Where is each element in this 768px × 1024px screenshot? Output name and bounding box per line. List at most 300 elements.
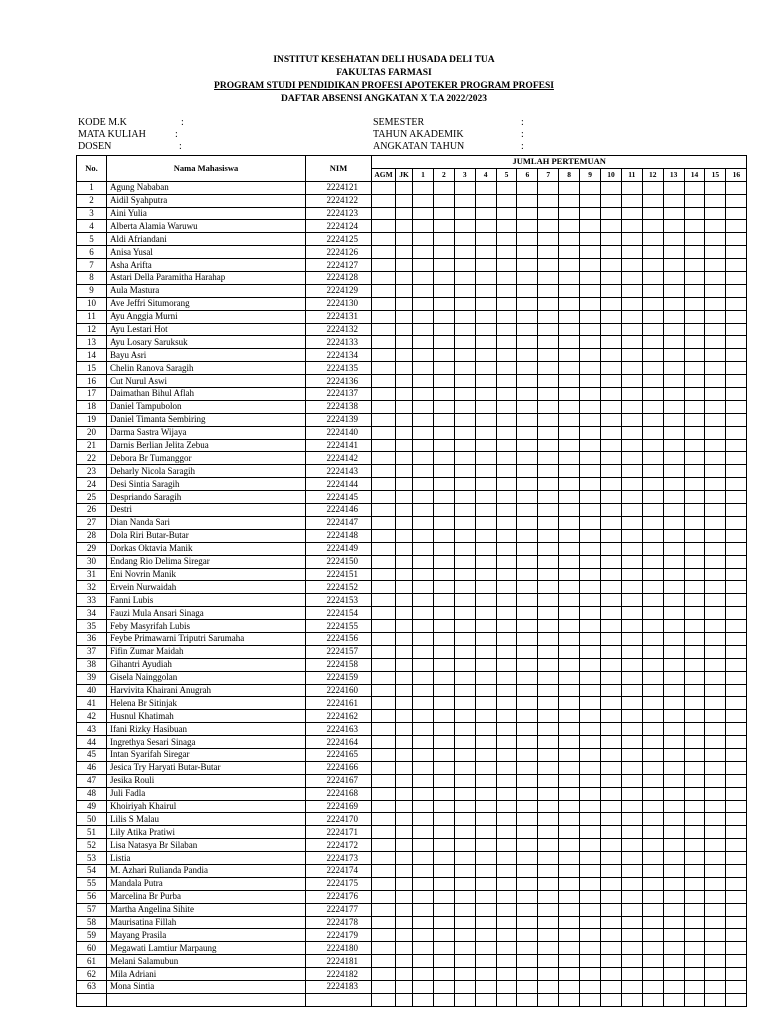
attendance-cell [396, 981, 413, 994]
attendance-cell [372, 181, 396, 194]
attendance-cell [517, 388, 538, 401]
student-name: Harvivita Khairani Anugrah [107, 684, 306, 697]
attendance-cell [517, 864, 538, 877]
attendance-cell [475, 968, 496, 981]
attendance-cell [601, 478, 622, 491]
attendance-cell [726, 375, 747, 388]
attendance-cell [559, 233, 580, 246]
attendance-cell [475, 658, 496, 671]
attendance-cell [517, 581, 538, 594]
attendance-cell [601, 761, 622, 774]
student-nim: 2224161 [306, 697, 372, 710]
attendance-cell [642, 800, 663, 813]
attendance-cell [538, 864, 559, 877]
attendance-cell [663, 465, 684, 478]
attendance-cell [559, 684, 580, 697]
attendance-cell [642, 272, 663, 285]
attendance-cell [496, 465, 517, 478]
attendance-cell [559, 504, 580, 517]
attendance-cell [726, 942, 747, 955]
attendance-cell [396, 942, 413, 955]
attendance-cell [517, 916, 538, 929]
attendance-cell [413, 284, 434, 297]
attendance-cell [559, 632, 580, 645]
attendance-cell [705, 452, 726, 465]
table-row [77, 916, 747, 929]
attendance-cell [601, 388, 622, 401]
attendance-cell [517, 555, 538, 568]
attendance-cell [372, 465, 396, 478]
row-number: 23 [77, 465, 107, 478]
attendance-cell [396, 594, 413, 607]
attendance-cell [475, 813, 496, 826]
attendance-cell [621, 272, 642, 285]
attendance-cell [726, 323, 747, 336]
attendance-cell [538, 297, 559, 310]
attendance-cell [601, 658, 622, 671]
attendance-cell [538, 504, 559, 517]
attendance-cell [726, 839, 747, 852]
attendance-cell [454, 516, 475, 529]
attendance-cell [475, 607, 496, 620]
attendance-cell [559, 903, 580, 916]
attendance-cell [454, 968, 475, 981]
attendance-cell [475, 452, 496, 465]
attendance-cell [517, 375, 538, 388]
attendance-cell [538, 620, 559, 633]
attendance-cell [433, 852, 454, 865]
attendance-cell [621, 864, 642, 877]
attendance-cell [496, 748, 517, 761]
attendance-cell [475, 310, 496, 323]
attendance-cell [580, 710, 601, 723]
attendance-cell [475, 736, 496, 749]
row-number: 18 [77, 400, 107, 413]
student-name: Ayu Losary Saruksuk [107, 336, 306, 349]
table-row [77, 233, 747, 246]
table-row [77, 297, 747, 310]
attendance-cell [684, 413, 705, 426]
attendance-cell [538, 336, 559, 349]
col-header-sub: 10 [601, 168, 622, 181]
row-number: 19 [77, 413, 107, 426]
row-number: 3 [77, 207, 107, 220]
attendance-cell [705, 877, 726, 890]
table-row [77, 993, 747, 1006]
attendance-cell [642, 645, 663, 658]
attendance-cell [580, 813, 601, 826]
row-number: 32 [77, 581, 107, 594]
attendance-cell [621, 826, 642, 839]
attendance-cell [396, 181, 413, 194]
attendance-cell [475, 349, 496, 362]
table-row [77, 684, 747, 697]
table-row [77, 516, 747, 529]
attendance-cell [372, 710, 396, 723]
attendance-cell [454, 207, 475, 220]
table-row [77, 697, 747, 710]
attendance-cell [684, 903, 705, 916]
attendance-cell [601, 426, 622, 439]
attendance-cell [726, 349, 747, 362]
attendance-cell [580, 761, 601, 774]
attendance-cell [559, 607, 580, 620]
attendance-cell [663, 491, 684, 504]
attendance-cell [433, 929, 454, 942]
attendance-cell [396, 400, 413, 413]
attendance-cell [475, 748, 496, 761]
attendance-cell [454, 761, 475, 774]
student-name: Eni Novrin Manik [107, 568, 306, 581]
attendance-cell [642, 594, 663, 607]
attendance-cell [726, 774, 747, 787]
attendance-cell [433, 336, 454, 349]
attendance-cell [396, 839, 413, 852]
row-number: 62 [77, 968, 107, 981]
attendance-cell [413, 181, 434, 194]
attendance-cell [433, 710, 454, 723]
attendance-cell [726, 439, 747, 452]
attendance-cell [705, 529, 726, 542]
row-number: 29 [77, 542, 107, 555]
attendance-cell [601, 181, 622, 194]
attendance-cell [642, 748, 663, 761]
attendance-cell [705, 955, 726, 968]
attendance-cell [726, 284, 747, 297]
attendance-cell [454, 955, 475, 968]
attendance-cell [559, 993, 580, 1006]
attendance-cell [663, 594, 684, 607]
attendance-cell [475, 375, 496, 388]
attendance-cell [413, 632, 434, 645]
student-name: Mandala Putra [107, 877, 306, 890]
attendance-cell [642, 955, 663, 968]
attendance-cell [663, 968, 684, 981]
attendance-cell [475, 955, 496, 968]
meta-label-kode-mk: KODE M.K [78, 117, 127, 128]
attendance-cell [601, 207, 622, 220]
attendance-cell [601, 632, 622, 645]
attendance-cell [705, 710, 726, 723]
student-name: Melani Salamubun [107, 955, 306, 968]
attendance-cell [538, 568, 559, 581]
student-nim: 2224148 [306, 529, 372, 542]
attendance-cell [454, 852, 475, 865]
attendance-cell [475, 323, 496, 336]
table-row [77, 607, 747, 620]
attendance-cell [454, 529, 475, 542]
student-nim: 2224150 [306, 555, 372, 568]
attendance-cell [684, 968, 705, 981]
attendance-cell [538, 233, 559, 246]
attendance-cell [601, 839, 622, 852]
attendance-cell [621, 852, 642, 865]
table-row [77, 864, 747, 877]
attendance-cell [372, 671, 396, 684]
attendance-cell [642, 388, 663, 401]
row-number: 16 [77, 375, 107, 388]
attendance-cell [433, 800, 454, 813]
attendance-cell [517, 852, 538, 865]
attendance-cell [396, 284, 413, 297]
attendance-cell [684, 761, 705, 774]
attendance-cell [663, 620, 684, 633]
attendance-cell [705, 942, 726, 955]
attendance-cell [559, 877, 580, 890]
student-nim: 2224183 [306, 981, 372, 994]
student-name: Debora Br Tumanggor [107, 452, 306, 465]
student-name: Mila Adriani [107, 968, 306, 981]
attendance-cell [705, 684, 726, 697]
attendance-cell [684, 272, 705, 285]
attendance-cell [663, 736, 684, 749]
student-nim: 2224122 [306, 194, 372, 207]
attendance-cell [559, 594, 580, 607]
attendance-cell [621, 542, 642, 555]
attendance-cell [413, 929, 434, 942]
row-number: 50 [77, 813, 107, 826]
attendance-cell [705, 181, 726, 194]
attendance-cell [559, 710, 580, 723]
attendance-cell [601, 993, 622, 1006]
attendance-cell [538, 903, 559, 916]
attendance-cell [642, 323, 663, 336]
student-name: Daimathan Bihul Aflah [107, 388, 306, 401]
row-number: 45 [77, 748, 107, 761]
attendance-cell [433, 645, 454, 658]
attendance-cell [684, 284, 705, 297]
student-name: Aula Mastura [107, 284, 306, 297]
attendance-cell [496, 388, 517, 401]
attendance-cell [601, 697, 622, 710]
attendance-cell [559, 723, 580, 736]
attendance-cell [454, 877, 475, 890]
attendance-cell [496, 336, 517, 349]
attendance-cell [396, 581, 413, 594]
attendance-cell [621, 658, 642, 671]
attendance-cell [726, 581, 747, 594]
student-nim: 2224147 [306, 516, 372, 529]
attendance-cell [396, 297, 413, 310]
attendance-cell [433, 375, 454, 388]
table-row [77, 194, 747, 207]
attendance-cell [580, 594, 601, 607]
attendance-cell [705, 465, 726, 478]
attendance-cell [621, 774, 642, 787]
col-header-sub: 4 [475, 168, 496, 181]
meta-colon: : [521, 117, 524, 128]
student-nim: 2224152 [306, 581, 372, 594]
attendance-cell [642, 632, 663, 645]
attendance-cell [621, 259, 642, 272]
attendance-cell [642, 478, 663, 491]
row-number: 46 [77, 761, 107, 774]
attendance-cell [496, 594, 517, 607]
attendance-cell [580, 439, 601, 452]
attendance-cell [517, 723, 538, 736]
attendance-cell [454, 259, 475, 272]
meta-left [78, 117, 184, 153]
attendance-cell [433, 478, 454, 491]
attendance-cell [454, 736, 475, 749]
attendance-cell [538, 877, 559, 890]
attendance-cell [454, 426, 475, 439]
attendance-cell [454, 710, 475, 723]
attendance-cell [663, 916, 684, 929]
attendance-cell [454, 645, 475, 658]
table-row [77, 929, 747, 942]
attendance-cell [396, 426, 413, 439]
attendance-cell [454, 439, 475, 452]
attendance-cell [726, 194, 747, 207]
attendance-cell [726, 968, 747, 981]
student-nim: 2224144 [306, 478, 372, 491]
attendance-cell [413, 452, 434, 465]
attendance-cell [475, 504, 496, 517]
document-header [0, 54, 768, 106]
attendance-cell [621, 388, 642, 401]
attendance-cell [726, 297, 747, 310]
attendance-cell [621, 220, 642, 233]
attendance-cell [663, 259, 684, 272]
student-nim: 2224132 [306, 323, 372, 336]
row-number: 17 [77, 388, 107, 401]
attendance-cell [538, 942, 559, 955]
attendance-cell [517, 826, 538, 839]
attendance-cell [580, 826, 601, 839]
attendance-cell [496, 955, 517, 968]
attendance-cell [454, 233, 475, 246]
attendance-cell [601, 955, 622, 968]
row-number: 7 [77, 259, 107, 272]
attendance-cell [663, 323, 684, 336]
attendance-cell [580, 981, 601, 994]
attendance-cell [601, 890, 622, 903]
attendance-cell [454, 568, 475, 581]
attendance-cell [538, 542, 559, 555]
attendance-cell [475, 207, 496, 220]
table-body [77, 181, 747, 1006]
attendance-cell [396, 439, 413, 452]
attendance-cell [580, 852, 601, 865]
student-nim: 2224128 [306, 272, 372, 285]
attendance-cell [475, 929, 496, 942]
attendance-cell [372, 207, 396, 220]
attendance-cell [705, 761, 726, 774]
attendance-cell [396, 697, 413, 710]
meta-colon: : [181, 117, 184, 128]
attendance-cell [538, 272, 559, 285]
attendance-cell [496, 504, 517, 517]
attendance-cell [454, 310, 475, 323]
attendance-cell [475, 916, 496, 929]
attendance-cell [621, 336, 642, 349]
student-nim: 2224154 [306, 607, 372, 620]
student-nim: 2224163 [306, 723, 372, 736]
attendance-cell [642, 993, 663, 1006]
attendance-cell [580, 478, 601, 491]
attendance-cell [413, 310, 434, 323]
student-name: Gihantri Ayudiah [107, 658, 306, 671]
attendance-cell [642, 413, 663, 426]
attendance-cell [517, 671, 538, 684]
attendance-cell [726, 813, 747, 826]
attendance-cell [601, 813, 622, 826]
attendance-cell [601, 259, 622, 272]
attendance-cell [433, 594, 454, 607]
attendance-cell [496, 787, 517, 800]
attendance-cell [684, 426, 705, 439]
attendance-cell [705, 491, 726, 504]
attendance-cell [684, 632, 705, 645]
row-number: 35 [77, 620, 107, 633]
attendance-cell [475, 787, 496, 800]
attendance-cell [684, 581, 705, 594]
attendance-cell [621, 194, 642, 207]
attendance-cell [413, 697, 434, 710]
attendance-cell [517, 439, 538, 452]
attendance-cell [580, 491, 601, 504]
attendance-cell [396, 349, 413, 362]
attendance-cell [517, 297, 538, 310]
attendance-cell [601, 671, 622, 684]
attendance-cell [454, 658, 475, 671]
attendance-cell [621, 723, 642, 736]
attendance-cell [559, 439, 580, 452]
attendance-cell [372, 877, 396, 890]
attendance-cell [372, 684, 396, 697]
attendance-cell [684, 916, 705, 929]
attendance-cell [517, 658, 538, 671]
attendance-cell [663, 929, 684, 942]
attendance-cell [580, 723, 601, 736]
attendance-cell [454, 362, 475, 375]
table-row [77, 336, 747, 349]
attendance-cell [726, 529, 747, 542]
attendance-cell [663, 877, 684, 890]
attendance-cell [538, 181, 559, 194]
attendance-cell [475, 491, 496, 504]
student-nim: 2224125 [306, 233, 372, 246]
attendance-cell [684, 684, 705, 697]
attendance-cell [496, 697, 517, 710]
attendance-cell [621, 439, 642, 452]
student-name: Jesika Rouli [107, 774, 306, 787]
attendance-cell [559, 194, 580, 207]
attendance-cell [496, 852, 517, 865]
attendance-cell [496, 800, 517, 813]
row-number: 5 [77, 233, 107, 246]
attendance-cell [496, 323, 517, 336]
attendance-cell [517, 568, 538, 581]
attendance-cell [413, 568, 434, 581]
attendance-cell [372, 942, 396, 955]
attendance-cell [684, 864, 705, 877]
attendance-cell [372, 491, 396, 504]
attendance-cell [580, 658, 601, 671]
attendance-cell [705, 555, 726, 568]
attendance-cell [705, 362, 726, 375]
table-row [77, 362, 747, 375]
attendance-cell [538, 800, 559, 813]
attendance-cell [705, 890, 726, 903]
attendance-cell [684, 981, 705, 994]
attendance-cell [433, 916, 454, 929]
attendance-cell [726, 452, 747, 465]
attendance-cell [433, 207, 454, 220]
attendance-cell [413, 426, 434, 439]
attendance-cell [663, 993, 684, 1006]
